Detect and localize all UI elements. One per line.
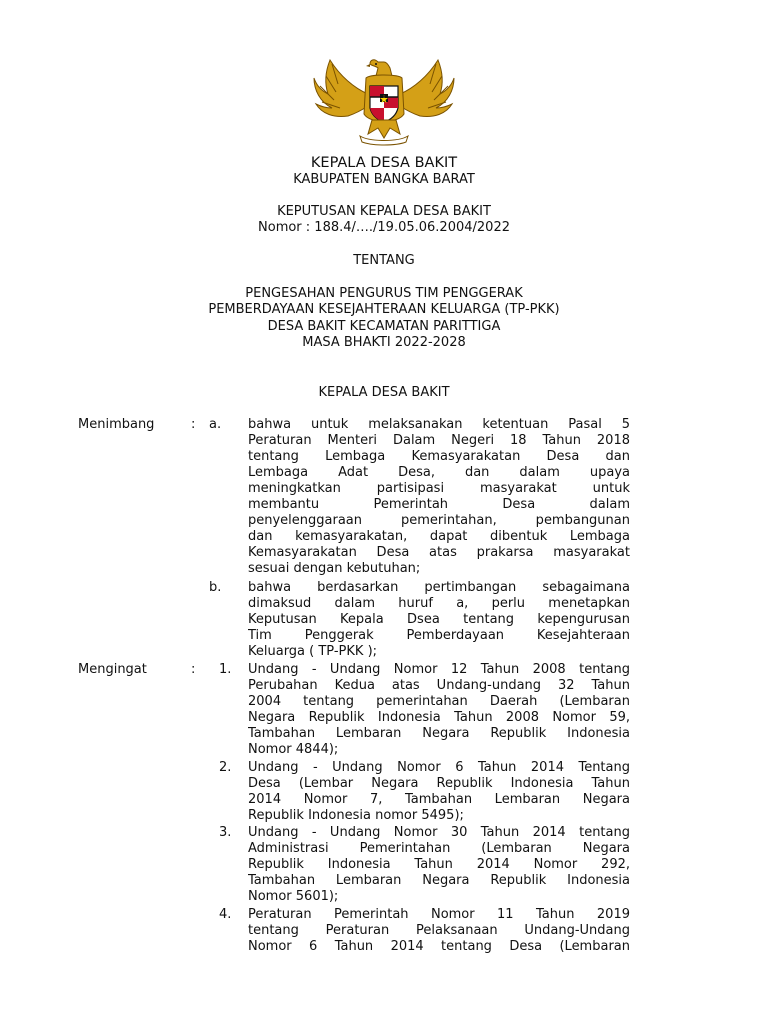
mengingat-item-3 <box>248 825 630 905</box>
text-line: sesuai dengan kebutuhan; <box>248 561 421 576</box>
text-line: Negara Republik Indonesia Tahun 2008 Nomor 59, <box>248 710 630 725</box>
mengingat-item-1 <box>248 662 630 758</box>
text-line: tentang Lembaga Kemasyarakatan Desa dan <box>248 449 630 464</box>
text-line: tentang Peraturan Pelaksanaan Undang-Undang <box>248 923 630 938</box>
subject-line: PENGESAHAN PENGURUS TIM PENGGERAK <box>245 286 523 301</box>
text-line: Kemasyarakatan Desa atas prakarsa masyarakat <box>248 545 630 560</box>
mengingat-label: Mengingat <box>78 662 147 677</box>
subject-line: MASA BHAKTI 2022-2028 <box>302 335 466 350</box>
decree-title: KEPUTUSAN KEPALA DESA BAKIT <box>277 204 491 219</box>
text-line: Desa (Lembar Negara Republik Indonesia Tahun <box>248 776 630 791</box>
subject-line: PEMBERDAYAAN KESEJAHTERAAN KELUARGA (TP-PKK) <box>208 302 560 317</box>
text-line: bahwa untuk melaksanakan ketentuan Pasal 5 <box>248 417 630 432</box>
mengingat-item-4 <box>248 907 630 955</box>
menimbang-colon: : <box>191 417 196 432</box>
decree-number: Nomor : 188.4/…./19.05.06.2004/2022 <box>258 220 510 235</box>
issuer-heading: KEPALA DESA BAKIT <box>318 385 450 400</box>
text-line: Nomor 6 Tahun 2014 tentang Desa (Lembaran <box>248 939 630 954</box>
mengingat-colon: : <box>191 662 196 677</box>
item-marker: 1. <box>219 662 232 677</box>
text-line: Undang - Undang Nomor 30 Tahun 2014 tentang <box>248 825 630 840</box>
text-line: Republik Indonesia Tahun 2014 Nomor 292, <box>248 857 630 872</box>
subject-line: DESA BAKIT KECAMATAN PARITTIGA <box>267 319 501 334</box>
text-line: dimaksud dalam huruf a, perlu menetapkan <box>248 596 630 611</box>
text-line: membantu Pemerintah Desa dalam <box>248 497 630 512</box>
menimbang-item-b <box>248 580 630 660</box>
text-line: Undang - Undang Nomor 12 Tahun 2008 tentang <box>248 662 630 677</box>
text-line: Tambahan Lembaran Negara Republik Indonesia <box>248 873 630 888</box>
text-line: Administrasi Pemerintahan (Lembaran Negara <box>248 841 630 856</box>
text-line: 2004 tentang pemerintahan Daerah (Lembaran <box>248 694 630 709</box>
text-line: Lembaga Adat Desa, dan dalam upaya <box>248 465 630 480</box>
item-marker: a. <box>209 417 222 432</box>
garuda-emblem-icon <box>310 54 458 146</box>
text-line: Peraturan Menteri Dalam Negeri 18 Tahun 2018 <box>248 433 630 448</box>
mengingat-item-2 <box>248 760 630 824</box>
text-line: meningkatkan partisipasi masyarakat untuk <box>248 481 630 496</box>
text-line: Nomor 4844); <box>248 742 339 757</box>
text-line: Perubahan Kedua atas Undang-undang 32 Tahun <box>248 678 630 693</box>
text-line: bahwa berdasarkan pertimbangan sebagaimana <box>248 580 630 595</box>
text-line: Tim Penggerak Pemberdayaan Kesejahteraan <box>248 628 630 643</box>
text-line: Peraturan Pemerintah Nomor 11 Tahun 2019 <box>248 907 630 922</box>
item-marker: 2. <box>219 760 232 775</box>
office-title: KEPALA DESA BAKIT <box>310 155 458 171</box>
text-line: Keputusan Kepala Dsea tentang kepengurusan <box>248 612 630 627</box>
menimbang-item-a <box>248 417 630 577</box>
text-line: Undang - Undang Nomor 6 Tahun 2014 Tentang <box>248 760 630 775</box>
item-marker: 3. <box>219 825 232 840</box>
office-subtitle: KABUPATEN BANGKA BARAT <box>293 172 475 187</box>
text-line: penyelenggaraan pemerintahan, pembangunan <box>248 513 630 528</box>
tentang-heading: TENTANG <box>353 253 415 268</box>
text-line: Republik Indonesia nomor 5495); <box>248 808 464 823</box>
text-line: 2014 Nomor 7, Tambahan Lembaran Negara <box>248 792 630 807</box>
text-line: Nomor 5601); <box>248 889 339 904</box>
item-marker: b. <box>209 580 222 595</box>
text-line: Tambahan Lembaran Negara Republik Indonesia <box>248 726 630 741</box>
text-line: dan kemasyarakatan, dapat dibentuk Lembaga <box>248 529 630 544</box>
menimbang-label: Menimbang <box>78 417 155 432</box>
text-line: Keluarga ( TP-PKK ); <box>248 644 378 659</box>
item-marker: 4. <box>219 907 232 922</box>
